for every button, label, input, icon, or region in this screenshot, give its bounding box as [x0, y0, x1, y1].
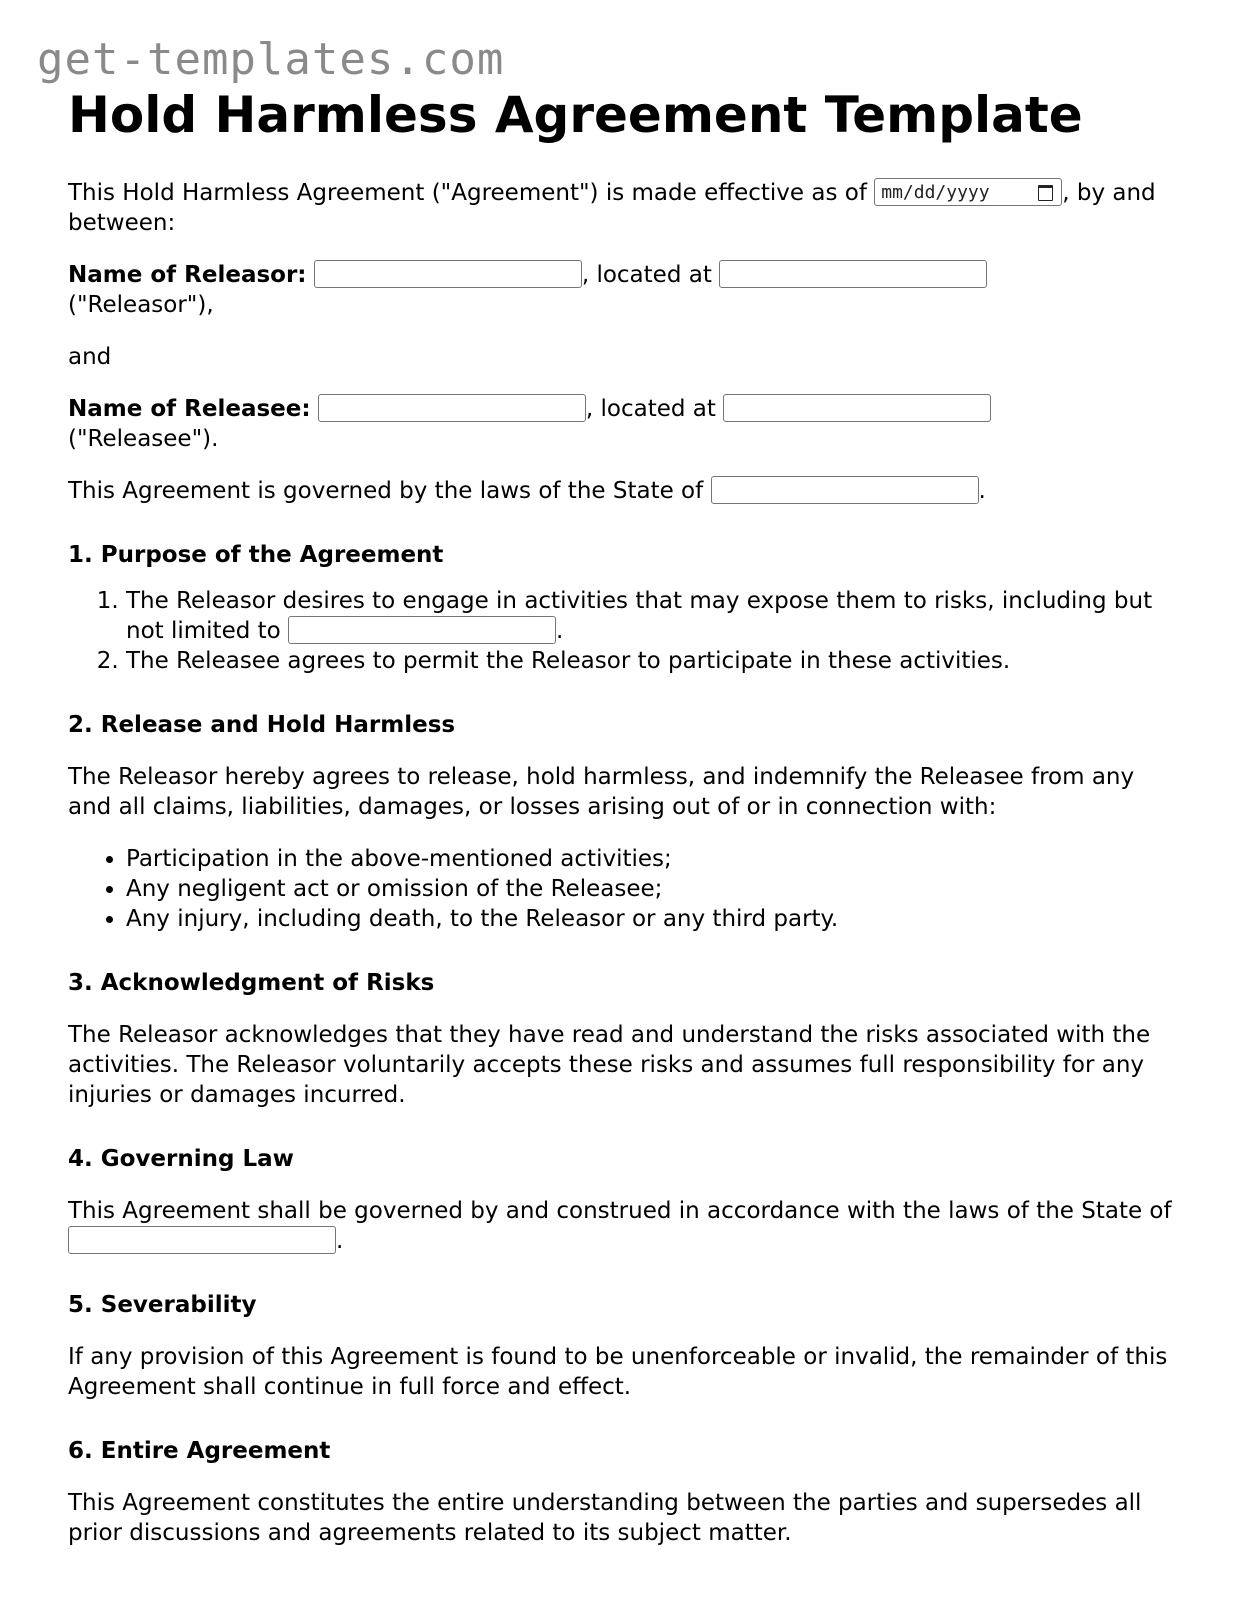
purpose-item: 2. The Releasee agrees to permit the Releasor to participate in these activities.: [126, 646, 1178, 676]
section-heading-acknowledgment: 3. Acknowledgment of Risks: [68, 970, 435, 996]
section-heading-release: 2. Release and Hold Harmless: [68, 712, 456, 738]
releasee-paragraph: [68, 394, 1178, 454]
releasor-suffix: ("Releasor"),: [68, 292, 214, 318]
releasor-address-input[interactable]: [719, 260, 987, 288]
section-heading-severability: 5. Severability: [68, 1292, 257, 1318]
risk-activities-input[interactable]: [288, 616, 556, 644]
date-placeholder: mm/dd/yyyy: [881, 181, 990, 203]
section-heading-entire-agreement: 6. Entire Agreement: [68, 1438, 331, 1464]
bullet-item: • Participation in the above-mentioned activities;: [126, 844, 1178, 874]
release-bullet-list: [68, 844, 1178, 934]
governed-end: .: [978, 478, 986, 504]
releasor-paragraph: [68, 260, 1178, 320]
governing-law-text: This Agreement shall be governed by and construed in accordance with the laws of the State of: [68, 1198, 1172, 1224]
entire-agreement-paragraph: This Agreement constitutes the entire understanding between the parties and supersedes all prior discussions and agreements related to its subject matter.: [68, 1490, 1142, 1546]
intro-before-date: This Hold Harmless Agreement ("Agreement") is made effective as of: [68, 180, 875, 206]
section-heading-governing-law: 4. Governing Law: [68, 1146, 294, 1172]
section-heading-purpose: 1. Purpose of the Agreement: [68, 542, 444, 568]
releasor-label: Name of Releasor:: [68, 262, 307, 288]
intro-paragraph: [68, 178, 1178, 238]
releasee-address-input[interactable]: [723, 394, 991, 422]
purpose-item-text: The Releasor desires to engage in activities that may expose them to risks, including but not limited to: [126, 588, 1153, 644]
acknowledgment-paragraph: The Releasor acknowledges that they have read and understand the risks associated with the activities. The Releasor voluntarily accepts these risks and assumes full responsibility for any injuries or damages incurred.: [68, 1022, 1151, 1108]
watermark: get-templates.com: [37, 34, 505, 85]
purpose-item: [126, 586, 1178, 646]
governing-law-paragraph: [68, 1196, 1178, 1256]
purpose-list: [68, 586, 1178, 676]
releasor-name-input[interactable]: [314, 260, 582, 288]
bullet-item: • Any injury, including death, to the Releasor or any third party.: [126, 904, 1178, 934]
release-paragraph: The Releasor hereby agrees to release, hold harmless, and indemnify the Releasee from any and all claims, liabilities, damages, or losses arising out of or in connection with:: [68, 764, 1135, 820]
and-text: and: [68, 344, 112, 370]
releasee-located-at: , located at: [585, 396, 716, 422]
releasee-suffix: ("Releasee").: [68, 426, 219, 452]
document-body: [68, 178, 1178, 1570]
page-title: Hold Harmless Agreement Template: [68, 86, 1083, 144]
releasee-label: Name of Releasee:: [68, 396, 311, 422]
effective-date-input[interactable]: [874, 178, 1062, 206]
governed-paragraph: [68, 476, 1178, 506]
releasee-name-input[interactable]: [318, 394, 586, 422]
severability-paragraph: If any provision of this Agreement is found to be unenforceable or invalid, the remainder of this Agreement shall continue in full force and effect.: [68, 1344, 1168, 1400]
governed-text: This Agreement is governed by the laws of the State of: [68, 478, 711, 504]
governing-law-state-input[interactable]: [68, 1226, 336, 1254]
governing-state-input[interactable]: [711, 476, 979, 504]
releasor-located-at: , located at: [581, 262, 712, 288]
intro-after-date: , by and between:: [68, 180, 1156, 236]
governing-law-end: .: [336, 1228, 344, 1254]
calendar-icon[interactable]: [1038, 185, 1053, 201]
bullet-item: • Any negligent act or omission of the Releasee;: [126, 874, 1178, 904]
purpose-item-end: .: [556, 618, 564, 644]
